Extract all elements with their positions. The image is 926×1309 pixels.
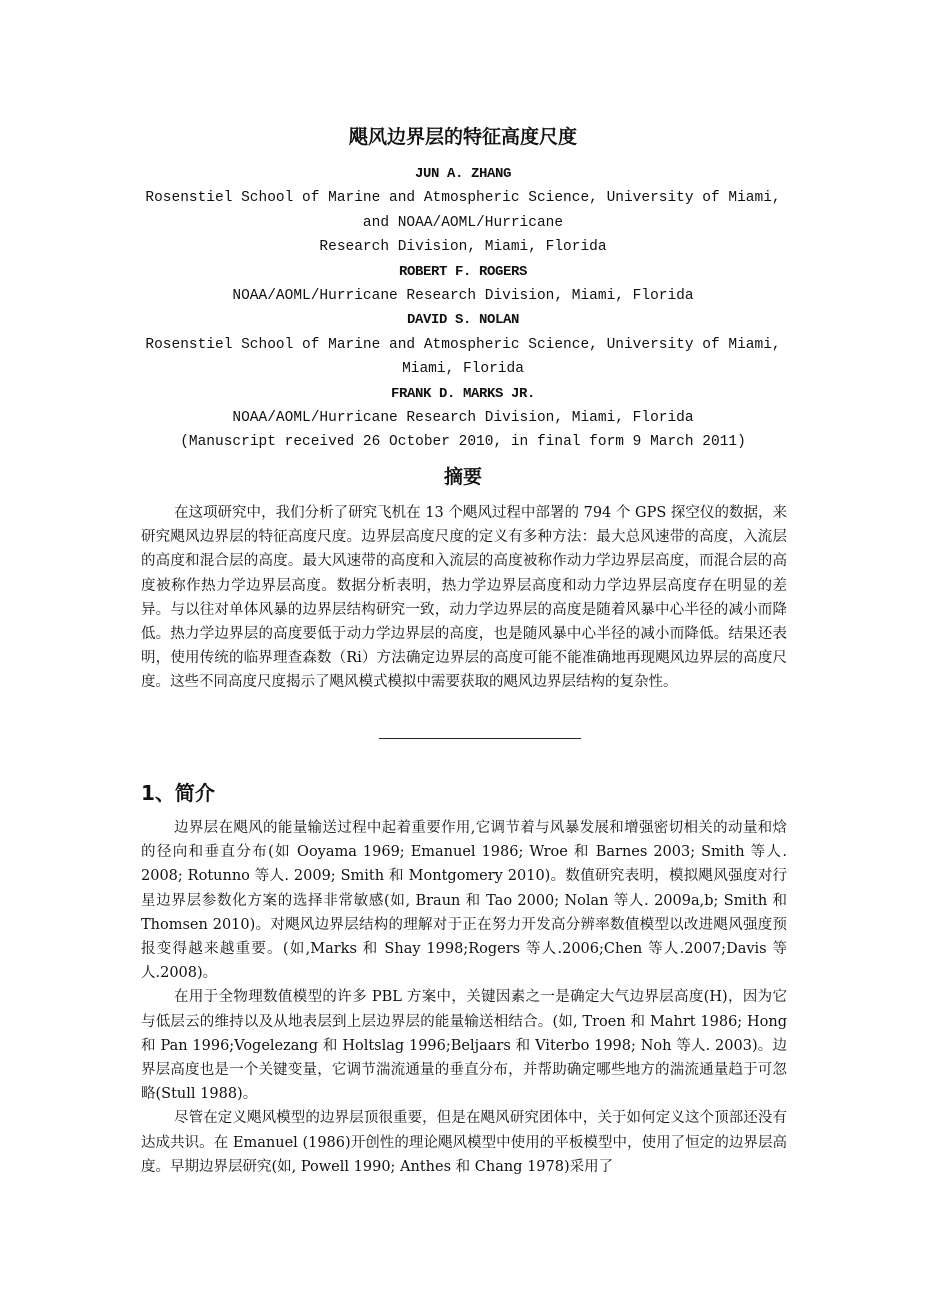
abstract-heading: 摘要	[443, 466, 482, 488]
body-paragraph: 在用于全物理数值模型的许多 PBL 方案中，关键因素之一是确定大气边界层高度(H)，因为它与低层云的维持以及从地表层到上层边界层的能量输送相结合。(如, Troen 和 Mahrt 1986; Hong 和 Pan 1996;Vogelezang 和 Holtslag 1996;Beljaars 和 Viterbo 1998; Noh 等人. 2003)。边界层高度也是一个关键变量，它调节湍流通量的垂直分布，并帮助确定哪些地方的湍流通量趋于可忽略(Stull 1988)。	[141, 989, 787, 1103]
body-paragraph: 尽管在定义飓风模型的边界层顶很重要，但是在飓风研究团体中，关于如何定义这个顶部还没有达成共识。在 Emanuel (1986)开创性的理论飓风模型中使用的平板模型中，使用了恒定的边界层高度。早期边界层研究(如, Powell 1990; Anthes 和 Chang 1978)采用了	[141, 1110, 787, 1175]
author-name: JUN A. ZHANG	[414, 166, 512, 182]
section-body	[141, 816, 787, 1179]
abstract-text: 在这项研究中，我们分析了研究飞机在 13 个飓风过程中部署的 794 个 GPS 探空仪的数据，来研究飓风边界层的特征高度尺度。边界层高度尺度的定义有多种方法：最大总风速带的高度，入流层的高度和混合层的高度。最大风速带的高度和入流层的高度被称作动力学边界层高度，而混合层的高度被称作热力学边界层高度。数据分析表明，热力学边界层高度和动力学边界层高度存在明显的差异。与以往对单体风暴的边界层结构研究一致，动力学边界层的高度是随着风暴中心半径的减小而降低。热力学边界层的高度要低于动力学边界层的高度，也是随风暴中心半径的减小而降低。结果还表明，使用传统的临界理查森数（Ri）方法确定边界层的高度可能不能准确地再现飓风边界层的高度尺度。这些不同高度尺度揭示了飓风模式模拟中需要获取的飓风边界层结构的复杂性。	[141, 505, 787, 691]
author-affiliation: Rosenstiel School of Marine and Atmospheric Science, University of Miami, Miami, Florida	[145, 336, 790, 378]
body-paragraph: 边界层在飓风的能量输送过程中起着重要作用,它调节着与风暴发展和增强密切相关的动量和焓的径向和垂直分布(如 Ooyama 1969; Emanuel 1986; Wroe 和 Barnes 2003; Smith 等人. 2008; Rotunno 等人. 2009; Smith 和 Montgomery 2010)。数值研究表明，模拟飓风强度对行星边界层参数化方案的选择非常敏感(如, Braun 和 Tao 2000; Nolan 等人. 2009a,b; Smith 和 Thomsen 2010)。对飓风边界层结构的理解对于正在努力开发高分辨率数值模型以改进飓风强度预报变得越来越重要。(如,Marks 和 Shay 1998;Rogers 等人.2006;Chen 等人.2007;Davis 等人.2008)。	[141, 820, 787, 982]
author-affiliation: NOAA/AOML/Hurricane Research Division, Miami, Florida	[232, 288, 694, 305]
section-divider	[379, 738, 581, 739]
author-name: ROBERT F. ROGERS	[398, 263, 528, 280]
manuscript-received-note: (Manuscript received 26 October 2010, in final form 9 March 2011)	[180, 434, 746, 451]
author-block	[130, 162, 796, 455]
author-name: FRANK D. MARKS JR.	[390, 385, 536, 402]
paper-title: 飓风边界层的特征高度尺度	[348, 126, 577, 148]
author-affiliation: Rosenstiel School of Marine and Atmospheric Science, University of Miami, and NOAA/AOML/Hurricane Research Division, Miami, Florida	[145, 190, 781, 256]
section-heading: 1、简介	[141, 781, 215, 805]
author-affiliation: NOAA/AOML/Hurricane Research Division, Miami, Florida	[232, 410, 694, 427]
author-name: DAVID S. NOLAN	[406, 312, 520, 329]
